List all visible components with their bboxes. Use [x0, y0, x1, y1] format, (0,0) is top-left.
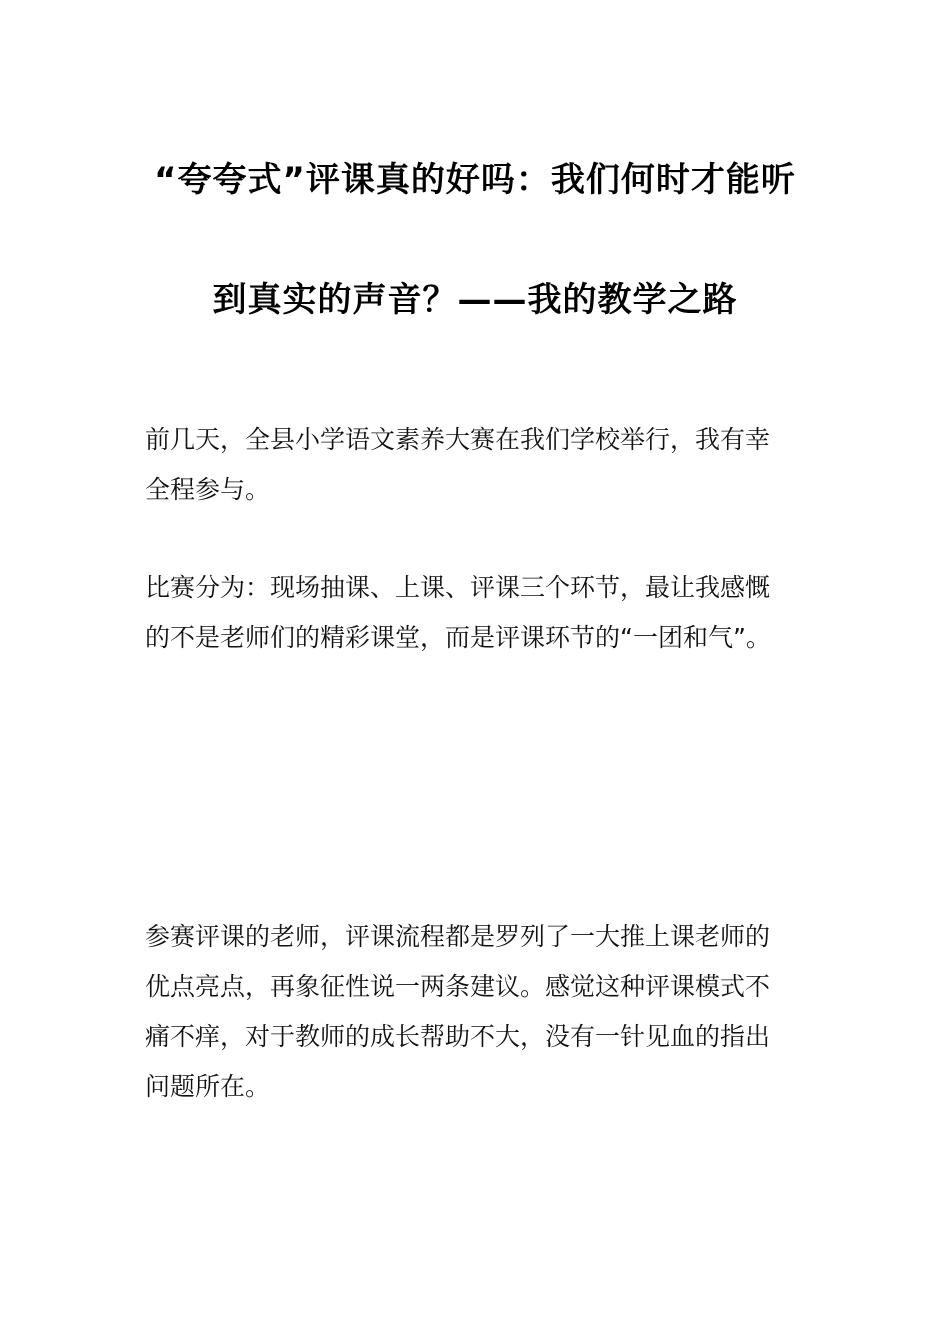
- document-title-line-2: 到真实的声音？——我的教学之路: [212, 280, 738, 320]
- paragraph-competition: [145, 563, 810, 663]
- paragraph-line: 参赛评课的老师，评课流程都是罗列了一大推上课老师的: [145, 922, 771, 951]
- paragraph-line: 的不是老师们的精彩课堂，而是评课环节的“一团和气”。: [145, 623, 771, 652]
- paragraph-evaluation: [145, 912, 810, 1112]
- paragraph-line: 问题所在。: [145, 1072, 271, 1101]
- paragraph-line: 前几天，全县小学语文素养大赛在我们学校举行，我有幸: [145, 425, 771, 454]
- paragraph-line: 优点亮点，再象征性说一两条建议。感觉这种评课模式不: [145, 972, 771, 1001]
- paragraph-line: 全程参与。: [145, 475, 271, 504]
- paragraph-line: 痛不痒，对于教师的成长帮助不大，没有一针见血的指出: [145, 1022, 771, 1051]
- document-title-line-1: “夸夸式”评课真的好吗：我们何时才能听: [154, 160, 796, 200]
- paragraph-intro: [145, 415, 810, 515]
- paragraph-line: 比赛分为：现场抽课、上课、评课三个环节，最让我感慨: [145, 573, 771, 602]
